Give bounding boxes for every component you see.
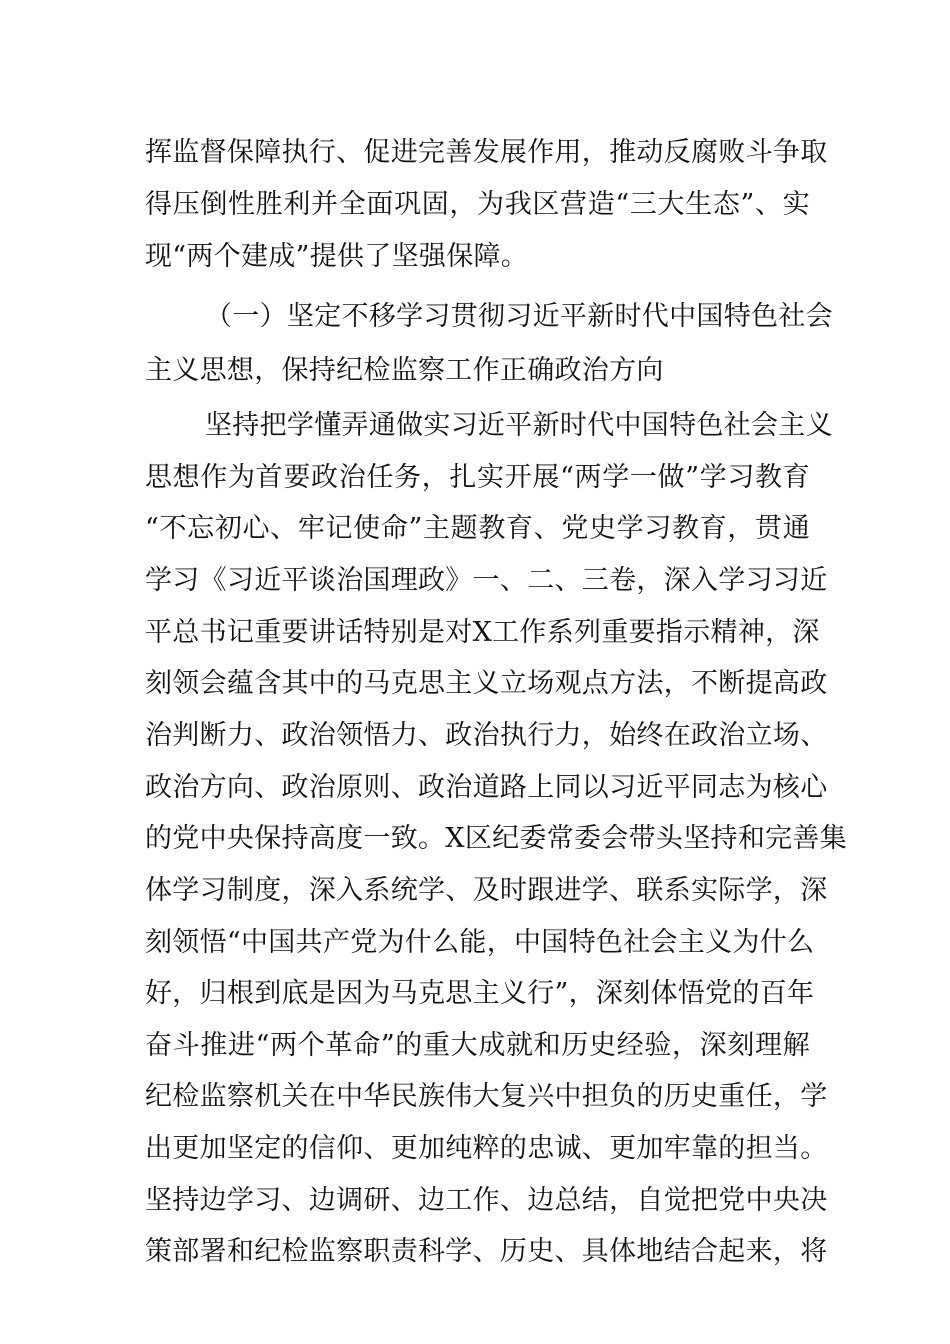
paragraph-line-3: 现“两个建成”提供了坚强保障。: [145, 241, 529, 272]
paragraph-line-1: 挥监督保障执行、促进完善发展作用，推动反腐败斗争取: [145, 137, 828, 168]
paragraph-line-6: “不忘初心、牢记使命”主题教育、党史学习教育，贯通: [145, 513, 810, 544]
paragraph-line-5: 思想作为首要政治任务，扎实开展“两学一做”学习教育: [145, 462, 810, 493]
paragraph-line-17: 纪检监察机关在中华民族伟大复兴中担负的历史重任，学: [145, 1081, 828, 1112]
section-heading-line-1: （一）坚定不移学习贯彻习近平新时代中国特色社会: [205, 301, 833, 332]
paragraph-line-11: 政治方向、政治原则、政治道路上同以习近平同志为核心: [145, 772, 828, 803]
paragraph-line-20: 策部署和纪检监察职责科学、历史、具体地结合起来，将: [145, 1236, 828, 1267]
section-heading-line-2: 主义思想，保持纪检监察工作正确政治方向: [145, 355, 664, 386]
paragraph-line-18: 出更加坚定的信仰、更加纯粹的忠诚、更加牢靠的担当。: [145, 1133, 828, 1164]
paragraph-line-4: 坚持把学懂弄通做实习近平新时代中国特色社会主义: [205, 410, 833, 441]
paragraph-line-9: 刻领会蕴含其中的马克思主义立场观点方法，不断提高政: [145, 668, 828, 699]
paragraph-line-12: 的党中央保持高度一致。X区纪委常委会带头坚持和完善集: [145, 823, 848, 854]
paragraph-line-19: 坚持边学习、边调研、边工作、边总结，自觉把党中央决: [145, 1185, 828, 1216]
paragraph-line-14: 刻领悟“中国共产党为什么能，中国特色社会主义为什么: [145, 927, 815, 958]
paragraph-line-2: 得压倒性胜利并全面巩固，为我区营造“三大生态”、实: [145, 189, 810, 220]
paragraph-line-15: 好，归根到底是因为马克思主义行”，深刻体悟党的百年: [145, 978, 815, 1009]
paragraph-line-8: 平总书记重要讲话特别是对X工作系列重要指示精神，深: [145, 617, 820, 648]
paragraph-line-13: 体学习制度，深入系统学、及时跟进学、联系实际学，深: [145, 875, 828, 906]
paragraph-line-10: 治判断力、政治领悟力、政治执行力，始终在政治立场、: [145, 720, 828, 751]
paragraph-line-7: 学习《习近平谈治国理政》一、二、三卷，深入学习习近: [145, 565, 828, 596]
paragraph-line-16: 奋斗推进“两个革命”的重大成就和历史经验，深刻理解: [145, 1030, 810, 1061]
